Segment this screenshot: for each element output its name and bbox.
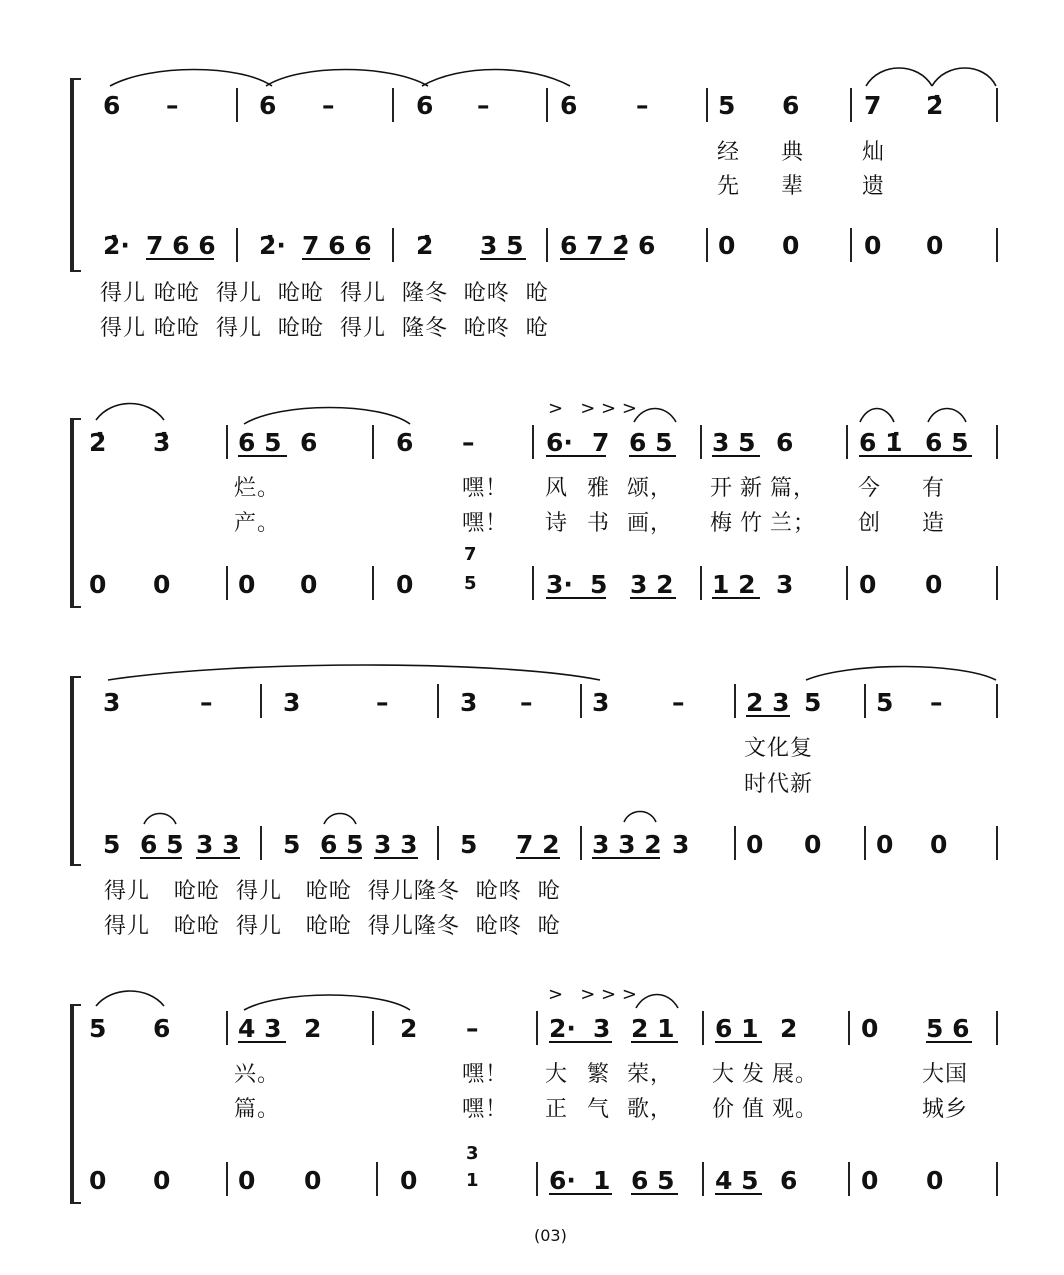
lyric: 遗 — [862, 174, 886, 199]
note: 0 — [876, 830, 894, 859]
note: 2̇ — [926, 91, 944, 120]
note: 7 — [864, 91, 882, 120]
note: – — [462, 428, 475, 457]
note: 0 — [930, 830, 948, 859]
note: 3 — [460, 688, 478, 717]
lyric: 风 — [545, 476, 569, 501]
note: 6 — [560, 91, 578, 120]
note: 6 1 — [715, 1014, 759, 1043]
lyric: 大 — [545, 1062, 569, 1087]
note: 6 — [396, 428, 414, 457]
barline — [226, 1162, 228, 1196]
chord-note: 5 — [464, 573, 477, 594]
lyric: 梅 — [710, 511, 734, 536]
lyric-line: 得儿 呛呛 得儿 呛呛 得儿 隆冬 呛咚 呛 — [100, 316, 549, 341]
note: 3 5 — [480, 231, 524, 260]
lyric: 雅 — [587, 476, 611, 501]
lyric: 烂。 — [234, 476, 281, 501]
lyric: 大国 — [922, 1062, 969, 1087]
note: 6 — [780, 1166, 798, 1195]
note: – — [200, 688, 213, 717]
lyric: 先 — [717, 174, 741, 199]
note: 6 5 — [238, 428, 282, 457]
lyric: 竹 — [740, 511, 764, 536]
note: 0 — [861, 1166, 879, 1195]
note: 0 — [89, 570, 107, 599]
lyric: 颂， — [627, 476, 674, 501]
note: 0 — [746, 830, 764, 859]
note: 3 5 — [712, 428, 756, 457]
note: 2̇ — [89, 428, 107, 457]
note: 5 — [103, 830, 121, 859]
note: 2̇· — [103, 231, 130, 260]
lyric: 书 — [587, 511, 611, 536]
note: – — [166, 91, 179, 120]
barline — [702, 1162, 704, 1196]
note: 2 — [304, 1014, 322, 1043]
barline — [848, 1162, 850, 1196]
note: 3̇ — [153, 428, 171, 457]
lyric: 兰； — [770, 511, 817, 536]
note: 5 — [804, 688, 822, 717]
accent-marks: > > > > — [548, 398, 637, 419]
note: 0 — [926, 1166, 944, 1195]
lyric: 造 — [922, 511, 946, 536]
chord-note: 7 — [464, 544, 477, 565]
barline — [372, 1011, 374, 1045]
lyric: 价 — [712, 1097, 736, 1122]
note: 6 7 2̇ — [560, 231, 630, 260]
lyric: 创 — [858, 511, 882, 536]
note: 5 — [460, 830, 478, 859]
lyric: 荣， — [627, 1062, 674, 1087]
note: 4 5 — [715, 1166, 759, 1195]
lyric: 嘿！ — [462, 511, 509, 536]
note: 3 — [593, 1014, 611, 1043]
note: 0 — [864, 231, 882, 260]
note: 0 — [153, 570, 171, 599]
note: 7 6 6 — [302, 231, 372, 260]
lyric: 辈 — [781, 174, 805, 199]
note: 1 — [593, 1166, 611, 1195]
note: – — [477, 91, 490, 120]
lyric: 歌， — [627, 1097, 674, 1122]
note: 6 — [153, 1014, 171, 1043]
barline — [226, 1011, 228, 1045]
note: 6 — [638, 231, 656, 260]
note: 7 — [592, 428, 610, 457]
lyric-line: 得儿 呛呛 得儿 呛呛 得儿隆冬 呛咚 呛 — [104, 914, 561, 939]
note: 6 — [782, 91, 800, 120]
note: 0 — [718, 231, 736, 260]
page-number: (03) — [534, 1226, 567, 1245]
note: 6 — [103, 91, 121, 120]
lyric: 正 — [545, 1097, 569, 1122]
note: 3 — [103, 688, 121, 717]
note: 0 — [238, 570, 256, 599]
note: 6· — [546, 428, 573, 457]
note: 5 — [876, 688, 894, 717]
note: 5 — [89, 1014, 107, 1043]
note: 1 2 — [712, 570, 756, 599]
lyric: 嘿！ — [462, 1062, 509, 1087]
note: 2 1 — [631, 1014, 675, 1043]
lyric: 经 — [717, 140, 741, 165]
lyric: 典 — [781, 140, 805, 165]
system-bracket — [70, 1004, 81, 1204]
note: – — [376, 688, 389, 717]
note: 7 6 6 — [146, 231, 216, 260]
note: 6 5 — [320, 830, 364, 859]
lyric: 新 — [740, 476, 764, 501]
accent-marks: > > > > — [548, 984, 637, 1005]
lyric: 画， — [627, 511, 674, 536]
note: 6 5 — [925, 428, 969, 457]
note: 5 6 — [926, 1014, 970, 1043]
lyric-line: 时代新 — [744, 772, 814, 797]
note: 3 — [592, 688, 610, 717]
note: 2 — [400, 1014, 418, 1043]
note: 6 5 — [629, 428, 673, 457]
note: 0 — [89, 1166, 107, 1195]
lyric: 篇。 — [234, 1097, 281, 1122]
lyric: 城乡 — [922, 1097, 969, 1122]
note: 3 3 — [196, 830, 240, 859]
barline — [702, 1011, 704, 1045]
note: 0 — [304, 1166, 322, 1195]
note: 6 5 — [631, 1166, 675, 1195]
note: 2̇ — [416, 231, 434, 260]
lyric: 气 — [587, 1097, 611, 1122]
barline — [848, 1011, 850, 1045]
note: 0 — [861, 1014, 879, 1043]
note: 0 — [396, 570, 414, 599]
note: 3 2 — [630, 570, 674, 599]
note: 0 — [804, 830, 822, 859]
barline — [376, 1162, 378, 1196]
note: 0 — [925, 570, 943, 599]
note: – — [322, 91, 335, 120]
lyric: 兴。 — [234, 1062, 281, 1087]
barline — [996, 1162, 998, 1196]
lyric: 值 — [742, 1097, 766, 1122]
chord-note: 1 — [466, 1170, 479, 1191]
note: 6· — [549, 1166, 576, 1195]
note: – — [636, 91, 649, 120]
lyric: 开 — [710, 476, 734, 501]
note: 6 — [259, 91, 277, 120]
note: – — [930, 688, 943, 717]
note: 6 1̇ — [859, 428, 903, 457]
note: 3 3 — [374, 830, 418, 859]
note: 3· — [546, 570, 573, 599]
note: 5 — [283, 830, 301, 859]
lyric: 诗 — [545, 511, 569, 536]
note: – — [466, 1014, 479, 1043]
lyric: 观。 — [772, 1097, 819, 1122]
note: 6 — [300, 428, 318, 457]
lyric: 篇， — [770, 476, 817, 501]
barline — [996, 1011, 998, 1045]
note: 0 — [926, 231, 944, 260]
lyric: 产。 — [234, 511, 281, 536]
barline — [536, 1011, 538, 1045]
lyric: 灿 — [862, 140, 886, 165]
lyric: 发 — [742, 1062, 766, 1087]
lyric: 繁 — [587, 1062, 611, 1087]
barline — [536, 1162, 538, 1196]
note: 0 — [400, 1166, 418, 1195]
lyric: 大 — [712, 1062, 736, 1087]
lyric: 有 — [922, 476, 946, 501]
chord-note: 3 — [466, 1143, 479, 1164]
note: 7 2 — [516, 830, 560, 859]
note: 2· — [549, 1014, 576, 1043]
note: 5 — [590, 570, 608, 599]
note: 3 — [283, 688, 301, 717]
lyric: 展。 — [772, 1062, 819, 1087]
note: 2 — [780, 1014, 798, 1043]
lyric: 嘿！ — [462, 476, 509, 501]
note: 0 — [300, 570, 318, 599]
note: 0 — [238, 1166, 256, 1195]
lyric-line: 得儿 呛呛 得儿 呛呛 得儿 隆冬 呛咚 呛 — [100, 281, 549, 306]
note: 0 — [153, 1166, 171, 1195]
note: 2̇· — [259, 231, 286, 260]
note: 0 — [859, 570, 877, 599]
note: 3 — [672, 830, 690, 859]
note: 3 — [776, 570, 794, 599]
note: 0 — [782, 231, 800, 260]
note: 4 3 — [238, 1014, 282, 1043]
note: 6 — [416, 91, 434, 120]
note: 6 — [776, 428, 794, 457]
note: 3 3 2 — [592, 830, 662, 859]
note: – — [672, 688, 685, 717]
note: 5 — [718, 91, 736, 120]
note: 2 3 — [746, 688, 790, 717]
lyric-line: 文化复 — [744, 736, 814, 761]
lyric: 嘿！ — [462, 1097, 509, 1122]
note: – — [520, 688, 533, 717]
lyric: 今 — [858, 476, 882, 501]
note: 6 5 — [140, 830, 184, 859]
lyric-line: 得儿 呛呛 得儿 呛呛 得儿隆冬 呛咚 呛 — [104, 879, 561, 904]
